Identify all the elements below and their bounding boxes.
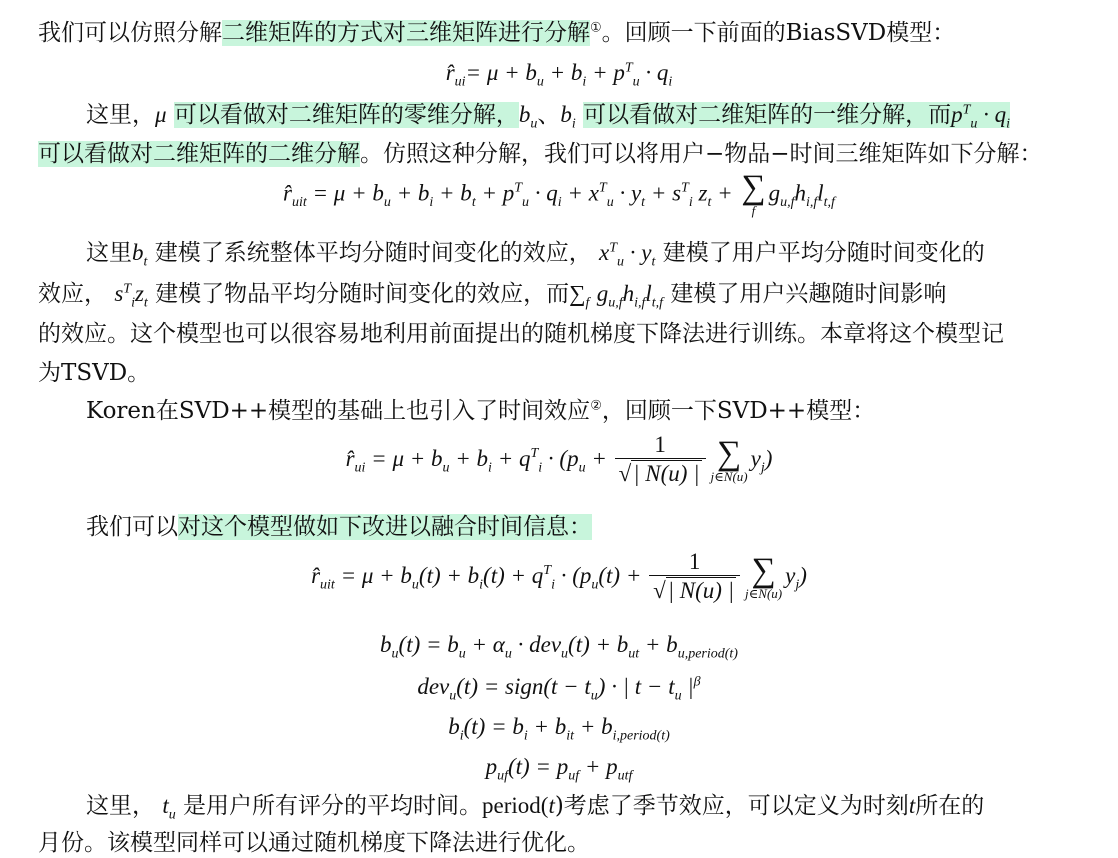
equation-bu: $b_u(t) = b_u + \alpha_u \cdot dev_u(t) + b_{ut} + b_{u,period(t)}$ bbox=[380, 632, 738, 662]
highlight: 二维矩阵的方式对三维矩阵进行分解 bbox=[222, 20, 590, 46]
paragraph-koren: Koren在SVD++模型的基础上也引入了时间效应②，回顾一下SVD++模型： bbox=[86, 398, 876, 424]
paragraph-improve: 我们可以对这个模型做如下改进以融合时间信息： bbox=[86, 514, 592, 540]
equation-timesvdpp: $r̂_{uit} = \mu + b_u(t) + b_i(t) + q^T_i \cdot (p_u(t)$ + $\frac{1}{√| N(u) |}$ ∑ j∈N(u) $y_j$) bbox=[0, 549, 1118, 606]
text: 。回顾一下前面的BiasSVD模型： bbox=[601, 20, 956, 46]
paragraph-model-4: 为TSVD。 bbox=[38, 360, 151, 386]
paragraph-closing-2: 月份。该模型同样可以通过随机梯度下降法进行优化。 bbox=[38, 830, 590, 856]
paragraph-intro bbox=[38, 18, 1090, 48]
paragraph-model-1: 这里$b_t$ 建模了系统整体平均分随时间变化的效应， $x^T_u \cdot y_t$ 建模了用户平均分随时间变化的 bbox=[86, 240, 985, 270]
summation: ∑ j∈N(u) bbox=[745, 551, 783, 601]
paragraph-model-3: 的效应。这个模型也可以很容易地利用前面提出的随机梯度下降法进行训练。本章将这个模型记 bbox=[38, 321, 1004, 347]
text: 我们可以仿照分解 bbox=[38, 20, 222, 46]
footnote-mark: ① bbox=[590, 20, 602, 36]
equation-dev: dev$_u$(t) = sign(t − $t_u$) · | $t - t_u$ $|^\beta$ bbox=[417, 674, 701, 704]
fraction: $\frac{1}{√| N(u) |}$ bbox=[615, 432, 706, 489]
equation-tsvd: $r̂_{uit} = \mu + b_u + b_i + b_t + p^T_u \cdot q_i + x^T_u \cdot y_t + s^T_i$ $z_t$ + ∑ f $g_{u,f}h_{i,f}l_{t,f}$ bbox=[283, 169, 835, 218]
fraction: $\frac{1}{√| N(u) |}$ bbox=[649, 549, 740, 606]
summation: ∑ j∈N(u) bbox=[710, 434, 748, 484]
equation-biassvd: $r̂_{ui}= \mu + b_u + b_i + p^T_u \cdot q_i$ bbox=[445, 60, 673, 90]
equation-svdpp: $r̂_{ui} = \mu + b_u + b_i + q^T_i \cdot (p_u$ + $\frac{1}{√| N(u) |}$ ∑ j∈N(u) $y_j$) bbox=[0, 432, 1118, 489]
equation-puf: $p_{uf}(t) = p_{uf} + p_{utf}$ bbox=[485, 754, 633, 784]
paragraph-explain-2: 可以看做对二维矩阵的二维分解。仿照这种分解，我们可以将用户−物品−时间三维矩阵如下分解： bbox=[38, 141, 1043, 167]
paragraph-explain-1: 这里，μ 可以看做对二维矩阵的零维分解，$b_u$、$b_i$ 可以看做对二维矩阵的一维分解，而$p^T_u \cdot q_i$ bbox=[86, 102, 1010, 132]
summation: ∑ f bbox=[741, 169, 766, 218]
equation-bi: $b_i(t) = b_i + b_{it} + b_{i,period(t)}$ bbox=[448, 714, 670, 744]
paragraph-closing-1: 这里， $t_u$ 是用户所有评分的平均时间。period(t)考虑了季节效应，可以定义为时刻t所在的 bbox=[86, 793, 985, 823]
paragraph-model-2: 效应， $s^T_iz_t$ 建模了物品平均分随时间变化的效应，而$\sum_f$ $g_{u,f}h_{i,f}l_{t,f}$ 建模了用户兴趣随时间影响 bbox=[38, 281, 947, 311]
